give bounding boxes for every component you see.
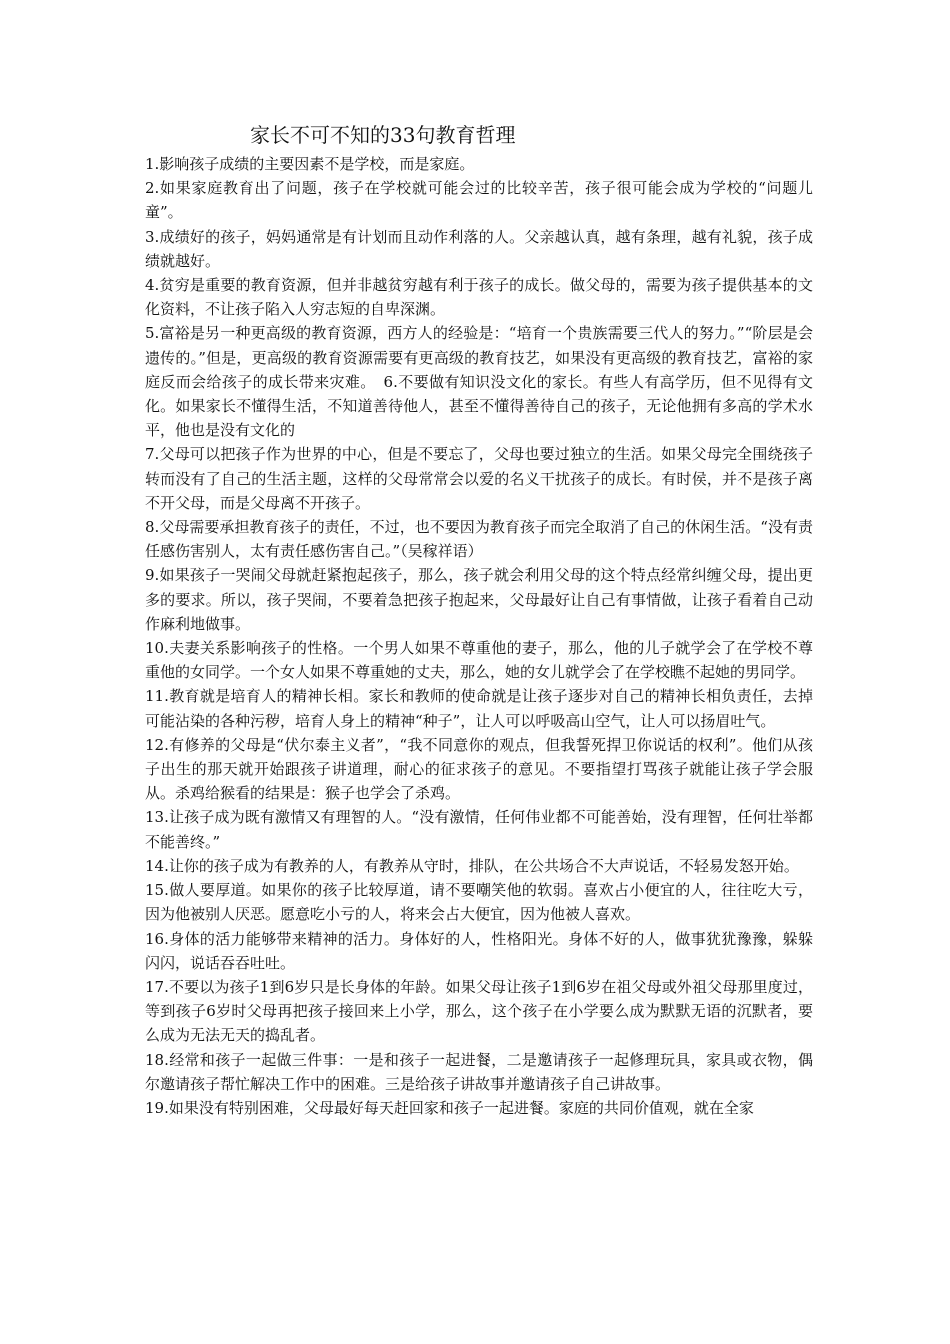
paragraph: 10.夫妻关系影响孩子的性格。一个男人如果不尊重他的妻子，那么，他的儿子就学会了在学校不尊重他的女同学。一个女人如果不尊重她的丈夫，那么，她的女儿就学会了在学校瞧不起她的男同学。	[145, 639, 813, 682]
paragraph: 14.让你的孩子成为有教养的人，有教养从守时，排队，在公共场合不大声说话，不轻易发怒开始。	[145, 856, 799, 875]
paragraph: 3.成绩好的孩子，妈妈通常是有计划而且动作利落的人。父亲越认真，越有条理，越有礼貌，孩子成绩就越好。	[145, 227, 813, 270]
paragraph: 1.影响孩子成绩的主要因素不是学校，而是家庭。	[145, 155, 475, 173]
paragraph: 5.富裕是另一种更高级的教育资源，西方人的经验是：“培育一个贵族需要三代人的努力。”“阶层是会遗传的。”但是，更高级的教育资源需要有更高级的教育技艺，如果没有更高级的教育技艺，富裕的家庭反而会给孩子的成长带来灾难。 6.不要做有知识没文化的家长。有些人有高学历，但不见得有文化。如果家长不懂得生活，不知道善待他人，甚至不懂得善待自己的孩子，无论他拥有多高的学术水平，他也是没有文化的	[145, 324, 813, 440]
paragraph: 11.教育就是培育人的精神长相。家长和教师的使命就是让孩子逐步对自己的精神长相负责任，去掉可能沾染的各种污秽，培育人身上的精神“种子”，让人可以呼吸高山空气，让人可以扬眉吐气。	[145, 687, 813, 730]
paragraph: 7.父母可以把孩子作为世界的中心，但是不要忘了，父母也要过独立的生活。如果父母完全围绕孩子转而没有了自己的生活主题，这样的父母常常会以爱的名义干扰孩子的成长。有时侯，并不是孩子离不开父母，而是父母离不开孩子。	[145, 445, 813, 512]
document-body	[145, 152, 813, 1120]
paragraph: 2.如果家庭教育出了问题，孩子在学校就可能会过的比较辛苦，孩子很可能会成为学校的“问题儿童”。	[145, 179, 813, 222]
paragraph: 12.有修养的父母是“伏尔泰主义者”，“我不同意你的观点，但我誓死捍卫你说话的权利”。他们从孩子出生的那天就开始跟孩子讲道理，耐心的征求孩子的意见。不要指望打骂孩子就能让孩子学会服从。杀鸡给猴看的结果是：猴子也学会了杀鸡。	[145, 735, 813, 803]
paragraph: 15.做人要厚道。如果你的孩子比较厚道，请不要嘲笑他的软弱。喜欢占小便宜的人，往往吃大亏，因为他被别人厌恶。愿意吃小亏的人，将来会占大便宜，因为他被人喜欢。	[145, 881, 813, 924]
paragraph: 8.父母需要承担教育孩子的责任，不过，也不要因为教育孩子而完全取消了自己的休闲生活。“没有责任感伤害别人，太有责任感伤害自己。”（吴稼祥语）	[145, 518, 813, 561]
paragraph: 18.经常和孩子一起做三件事：一是和孩子一起进餐，二是邀请孩子一起修理玩具，家具或衣物，偶尔邀请孩子帮忙解决工作中的困难。三是给孩子讲故事并邀请孩子自己讲故事。	[145, 1050, 813, 1093]
paragraph: 13.让孩子成为既有激情又有理智的人。“没有激情，任何伟业都不可能善始，没有理智，任何壮举都不能善终。”	[145, 808, 813, 851]
document-title: 家长不可不知的33句教育哲理	[250, 123, 516, 147]
paragraph: 17.不要以为孩子1到6岁只是长身体的年龄。如果父母让孩子1到6岁在祖父母或外祖父母那里度过，等到孩子6岁时父母再把孩子接回来上小学，那么，这个孩子在小学要么成为默默无语的沉默者，要么成为无法无天的捣乱者。	[145, 977, 813, 1045]
paragraph: 19.如果没有特别困难，父母最好每天赶回家和孩子一起进餐。家庭的共同价值观，就在全家	[145, 1098, 754, 1117]
paragraph: 16.身体的活力能够带来精神的活力。身体好的人，性格阳光。身体不好的人，做事犹犹豫豫，躲躲闪闪，说话吞吞吐吐。	[145, 929, 813, 972]
paragraph: 4.贫穷是重要的教育资源，但并非越贫穷越有利于孩子的成长。做父母的，需要为孩子提供基本的文化资料，不让孩子陷入人穷志短的自卑深渊。	[145, 276, 813, 319]
paragraph: 9.如果孩子一哭闹父母就赶紧抱起孩子，那么，孩子就会利用父母的这个特点经常纠缠父母，提出更多的要求。所以，孩子哭闹，不要着急把孩子抱起来，父母最好让自己有事情做，让孩子看着自己动作麻利地做事。	[145, 566, 813, 633]
